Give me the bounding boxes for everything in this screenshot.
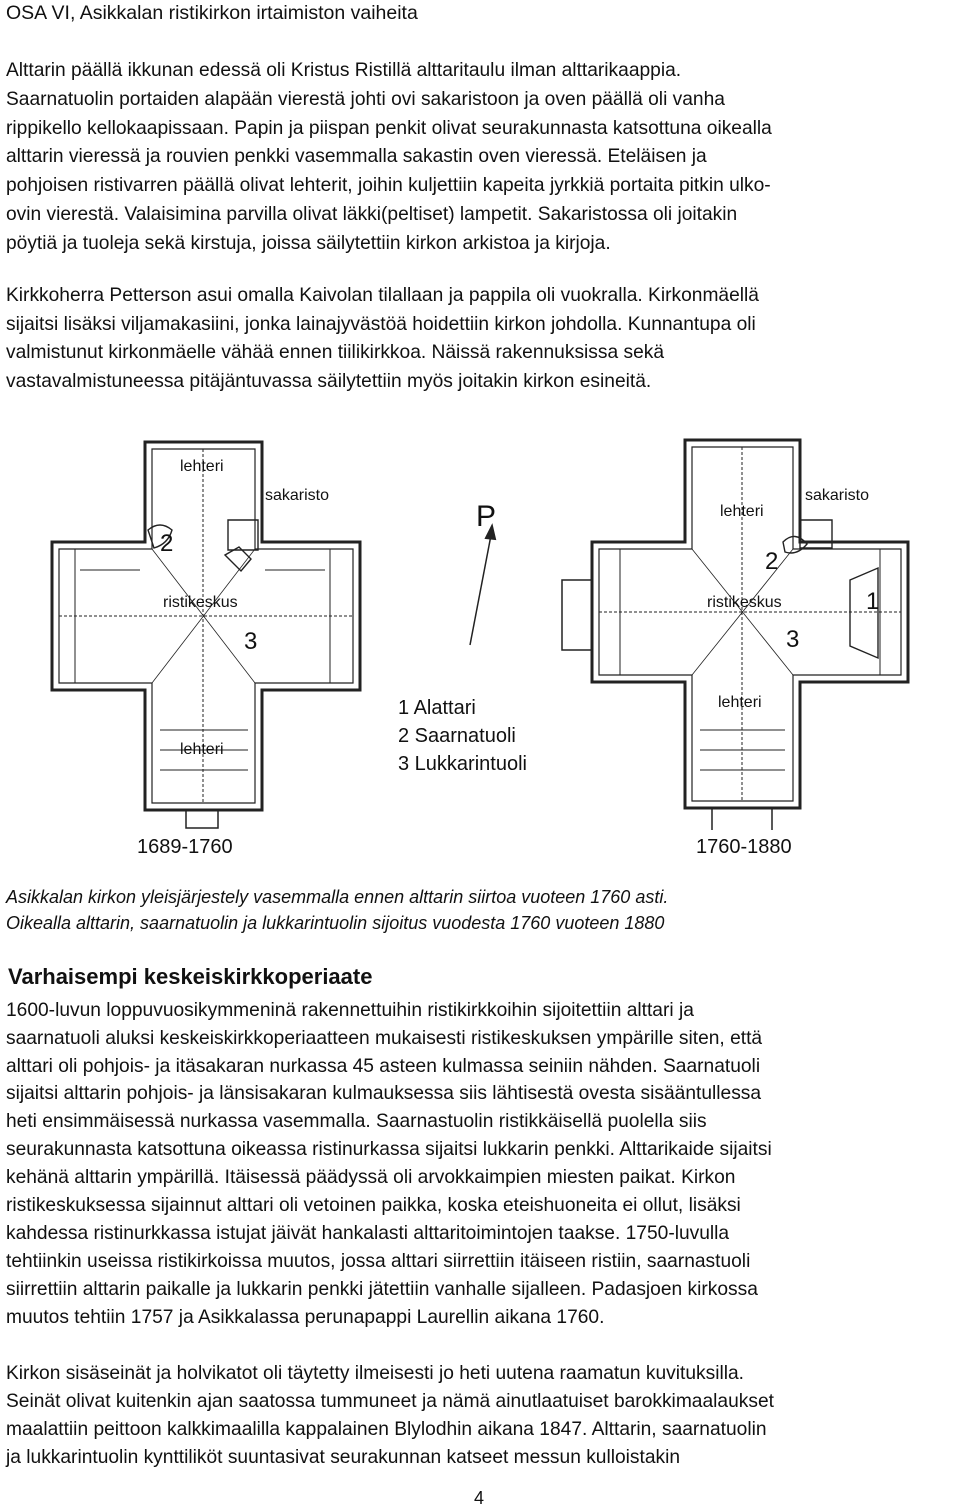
left-number-2: 2: [160, 530, 174, 557]
caption-line: Oikealla alttarin, saarnatuolin ja lukkarintuolin sijoitus vuodesta 1760 vuoteen 1880: [6, 913, 665, 933]
text-line: pöytiä ja tuoleja sekä kirstuja, joissa säilytettiin kirkon arkistoa ja kirjoja.: [6, 233, 611, 254]
page-number: 4: [474, 1488, 485, 1508]
text-line: ja lukkarintuolin kynttiliköt suuntasivat seurakunnan katseet messun kulloistakin: [6, 1447, 681, 1468]
text-line: Alttarin päällä ikkunan edessä oli Kristus Ristillä alttaritaulu ilman alttarikaappia.: [6, 60, 682, 81]
text-line: valmistunut kirkonmäelle vähää ennen tiilikirkkoa. Näissä rakennuksissa sekä: [6, 342, 665, 363]
right-ristikeskus-label: ristikeskus: [707, 594, 782, 611]
text-line: siirrettiin alttarin paikalle ja lukkarin penkki jätettiin vanhalle sijalleen. Padasjoen kirkossa: [6, 1279, 758, 1300]
left-lehteri-bottom-label: lehteri: [180, 741, 224, 758]
text-line: vastavalmistuneessa pitäjäntuvassa säilytettiin myös joitakin kirkon esineitä.: [6, 371, 652, 392]
right-lehteri-bottom-label: lehteri: [718, 694, 762, 711]
legend-item: 1 Alattari: [398, 697, 476, 719]
text-line: kahdessa ristinurkkassa istujat jäivät hankalasti alttaritoimintojen taakse. 1750-luvulla: [6, 1223, 730, 1244]
text-line: 1600-luvun loppuvuosikymmeninä rakennettuihin ristikirkkoihin sijoitettiin alttari ja: [6, 1000, 694, 1021]
text-line: saarnatuoli aluksi keskeiskirkkoperiaatteen mukaisesti ristikeskuksen ympärille siten, että: [6, 1028, 763, 1049]
text-line: Seinät olivat kuitenkin ajan saatossa tummuneet ja nämä ainutlaatuiset barokkimaalaukset: [6, 1391, 774, 1412]
text-line: tehtiinkin useissa ristikirkoissa muutos, jossa alttari siirrettiin itäiseen ristiin, saarnastuoli: [6, 1251, 751, 1272]
right-sakaristo-label: sakaristo: [805, 487, 870, 504]
text-line: maalattiin peittoon kalkkimaalilla kappalainen Blylodhin aikana 1847. Alttarin, saarnatuolin: [6, 1419, 767, 1440]
text-line: Kirkon sisäseinät ja holvikatot oli täytetty ilmeisesti jo heti uutena raamatun kuvituksilla.: [6, 1363, 745, 1384]
legend-item: 3 Lukkarintuoli: [398, 753, 527, 775]
left-lehteri-top-label: lehteri: [180, 458, 224, 475]
left-plan-year: 1689-1760: [137, 836, 233, 858]
left-number-3: 3: [244, 628, 258, 655]
text-line: alttari oli pohjois- ja itäsakaran nurkassa 45 asteen kulmassa seiniin nähden. Saarnatuoli: [6, 1056, 761, 1077]
text-line: Kirkkoherra Petterson asui omalla Kaivolan tilallaan ja pappila oli vuokralla. Kirkonmäellä: [6, 285, 759, 306]
text-line: sijaitsi alttarin pohjois- ja länsisakaran kulmauksessa siis lähtisestä ovesta sisääntullessa: [6, 1083, 762, 1104]
right-plan-year: 1760-1880: [696, 836, 792, 858]
text-line: Saarnatuolin portaiden alapään vierestä johti ovi sakaristoon ja oven päällä oli vanha: [6, 89, 725, 110]
text-line: ristikeskuksessa sijainnut alttari oli vetoinen paikka, koska eteishuoneita ei ollut, lisäksi: [6, 1195, 741, 1216]
text-line: pohjoisen ristivarren päällä olivat lehterit, joihin kuljettiin kapeita jyrkkiä portaita pitkin ulko-: [6, 175, 771, 196]
north-arrow: [470, 526, 495, 645]
text-line: kehänä alttarin ympärillä. Itäisessä päädyssä oli arvokkaimpien miesten paikat. Kirkon: [6, 1167, 736, 1188]
page-heading: OSA VI, Asikkalan ristikirkon irtaimiston vaiheita: [6, 2, 418, 24]
text-line: rippikello kellokaapissaan. Papin ja piispan penkit olivat seurakunnasta katsottuna oikealla: [6, 118, 772, 139]
text-line: heti ensimmäisessä nurkassa vasemmalla. Saarnastuolin ristikkäisellä puolella siis: [6, 1111, 707, 1132]
text-line: sijaitsi lisäksi viljamakasiini, jonka lainajyvästöä hoidettiin kirkon johdolla. Kunnantupa oli: [6, 314, 756, 335]
section-title: Varhaisempi keskeiskirkkoperiaate: [8, 964, 373, 989]
right-number-3: 3: [786, 626, 800, 653]
right-lehteri-top-label: lehteri: [720, 503, 764, 520]
right-number-1: 1: [866, 588, 880, 615]
north-label: P: [476, 500, 497, 533]
text-line: ovin vierestä. Valaisimina parvilla olivat läkki(peltiset) lampetit. Sakaristossa oli joitakin: [6, 204, 738, 225]
left-ristikeskus-label: ristikeskus: [163, 594, 238, 611]
legend-item: 2 Saarnatuoli: [398, 725, 516, 747]
right-number-2: 2: [765, 548, 779, 575]
text-line: seurakunnasta katsottuna oikeassa ristinurkassa sijaitsi lukkarin penkki. Alttarikaide sijaitsi: [6, 1139, 772, 1160]
caption-line: Asikkalan kirkon yleisjärjestely vasemmalla ennen alttarin siirtoa vuoteen 1760 asti.: [6, 887, 669, 907]
left-sakaristo-label: sakaristo: [265, 487, 330, 504]
text-line: muutos tehtiin 1757 ja Asikkalassa perunapappi Laurellin aikana 1760.: [6, 1307, 605, 1328]
text-line: alttarin vieressä ja rouvien penkki vasemmalla sakastin oven vieressä. Eteläisen ja: [6, 146, 707, 167]
